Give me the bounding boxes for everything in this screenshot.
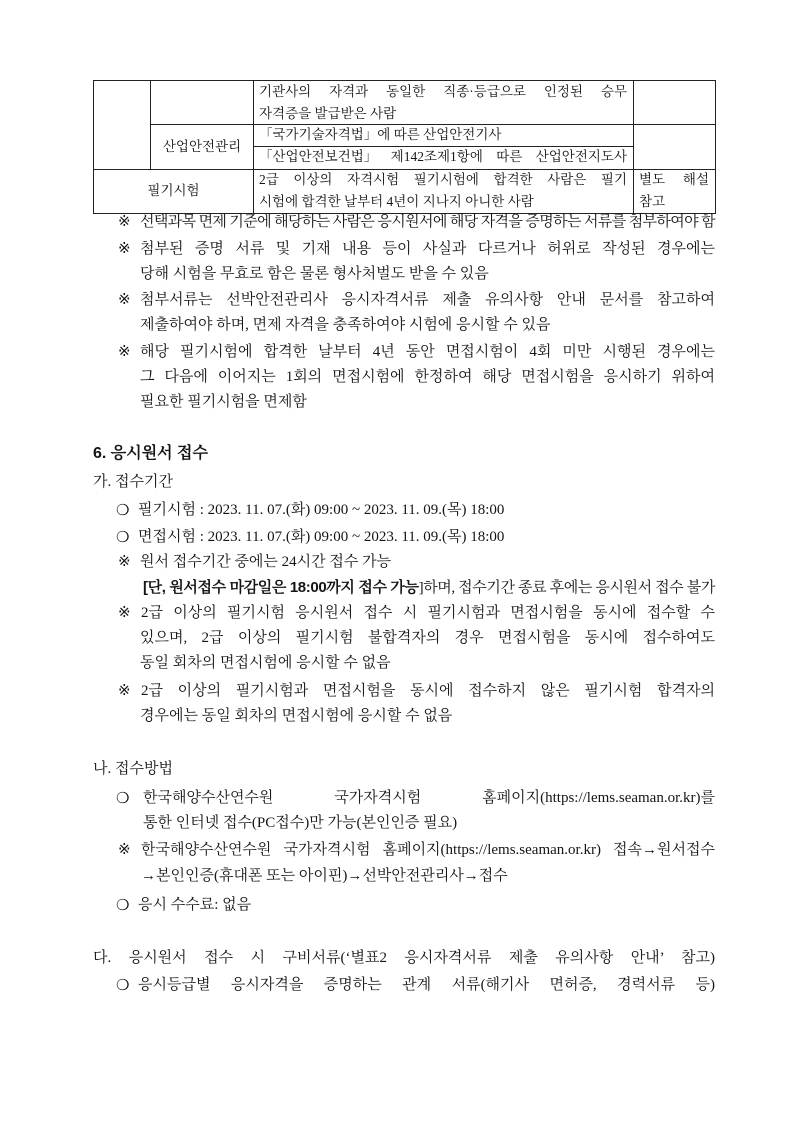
note-line: 2급 이상의 필기시험과 면접시험을 동시에 접수하지 않은 필기시험 합격자의 <box>141 683 715 699</box>
subsection-heading: 가. 접수기간 <box>93 474 173 490</box>
note-mark: ※ <box>118 292 131 308</box>
table-row-label: 필기시험 <box>147 183 200 198</box>
subsection-heading: 나. 접수방법 <box>93 761 173 777</box>
note-line: 필요한 필기시험을 면제함 <box>140 394 307 410</box>
method-line: 응시 수수료: 없음 <box>138 897 252 913</box>
bullet-icon: ❍ <box>116 528 130 546</box>
note-line: 동일 회차의 면접시험에 응시할 수 없음 <box>140 655 391 671</box>
table-cell-text: 기관사의 자격과 동일한 직종·등급으로 인정된 승무 <box>259 84 627 99</box>
note-line: 첨부된 증명 서류 및 기재 내용 등이 사실과 다르거나 허위로 작성된 경우에는 <box>140 241 715 257</box>
table-remark: 참고 <box>639 194 666 209</box>
deadline-line <box>143 577 716 599</box>
table-remark: 별도 해설 <box>639 172 709 187</box>
documents-line: 응시등급별 응시자격을 증명하는 관계 서류(해기사 면허증, 경력서류 등) <box>138 977 715 993</box>
note-mark: ※ <box>118 214 131 230</box>
deadline-emphasis: 단, 원서접수 마감일은 18:00까지 접수 가능 <box>147 579 419 596</box>
bullet-icon: ❍ <box>116 976 130 994</box>
method-line: 한국해양수산연수원 국가자격시험 홈페이지(https://lems.seaman.or.kr)를 <box>143 790 715 806</box>
note-line: 선택과목 면제 기준에 해당하는 사람은 응시원서에 해당 자격을 증명하는 서류를 첨부하여야 함 <box>140 214 715 230</box>
table-cell-text: 자격증을 발급받은 사람 <box>259 106 397 121</box>
period-item: 면접시험 : 2023. 11. 07.(화) 09:00 ~ 2023. 11. 09.(목) 18:00 <box>138 529 505 545</box>
note-line: 첨부서류는 선박안전관리사 응시자격서류 제출 유의사항 안내 문서를 참고하여 <box>140 292 715 308</box>
table-cell-text: 시험에 합격한 날부터 4년이 지나지 아니한 사람 <box>259 194 534 209</box>
table-row-label: 산업안전관리 <box>162 139 242 154</box>
note-mark: ※ <box>118 605 131 621</box>
table-border <box>715 80 716 214</box>
method-line: 통한 인터넷 접수(PC접수)만 가능(본인인증 필요) <box>143 815 458 831</box>
bullet-icon: ❍ <box>116 501 130 519</box>
note-line: 경우에는 동일 회차의 면접시험에 응시할 수 없음 <box>140 708 453 724</box>
bullet-icon: ❍ <box>116 789 130 807</box>
note-line: 당해 시험을 무효로 함은 물론 형사처벌도 받을 수 있음 <box>140 266 489 282</box>
note-line: 그 다음에 이어지는 1회의 면접시험에 한정하여 해당 면접시험을 응시하기 위하여 <box>140 369 715 385</box>
table-cell-text: 「국가기술자격법」에 따른 산업안전기사 <box>259 127 502 142</box>
table-border <box>253 80 254 214</box>
table-border <box>633 80 634 214</box>
note-line: 한국해양수산연수원 국가자격시험 홈페이지(https://lems.seaman.or.kr) 접속→원서접수 <box>141 842 715 858</box>
note-line: 원서 접수기간 중에는 24시간 접수 가능 <box>140 554 392 570</box>
note-mark: ※ <box>118 344 131 360</box>
table-cell-text: 2급 이상의 자격시험 필기시험에 합격한 사람은 필기 <box>259 172 627 187</box>
note-line: 제출하여야 하며, 면제 자격을 충족하여야 시험에 응시할 수 있음 <box>140 317 551 333</box>
section-title: 6. 응시원서 접수 <box>93 445 208 462</box>
note-line: 해당 필기시험에 합격한 날부터 4년 동안 면접시험이 4회 미만 시행된 경우에는 <box>140 344 715 360</box>
note-mark: ※ <box>118 683 131 699</box>
deadline-rest: ]하며, 접수기간 종료 후에는 응시원서 접수 불가 <box>418 580 715 596</box>
subsection-heading: 다. 응시원서 접수 시 구비서류(‘별표2 응시자격서류 제출 유의사항 안내’ 참고) <box>93 950 715 966</box>
table-cell-text: 「산업안전보건법」 제142조제1항에 따른 산업안전지도사 <box>259 149 627 164</box>
note-line: 있으며, 2급 이상의 필기시험 불합격자의 경우 면접시험을 동시에 접수하여도 <box>140 630 715 646</box>
note-line: 2급 이상의 필기시험 응시원서 접수 시 필기시험과 면접시험을 동시에 접수할 수 <box>141 605 715 621</box>
deadline-open: [ <box>143 579 148 596</box>
note-mark: ※ <box>118 554 131 570</box>
note-mark: ※ <box>118 241 131 257</box>
note-mark: ※ <box>118 842 131 858</box>
period-item: 필기시험 : 2023. 11. 07.(화) 09:00 ~ 2023. 11. 09.(목) 18:00 <box>138 502 505 518</box>
note-line: →본인인증(휴대폰 또는 아이핀)→선박안전관리사→접수 <box>141 868 508 884</box>
bullet-icon: ❍ <box>116 896 130 914</box>
